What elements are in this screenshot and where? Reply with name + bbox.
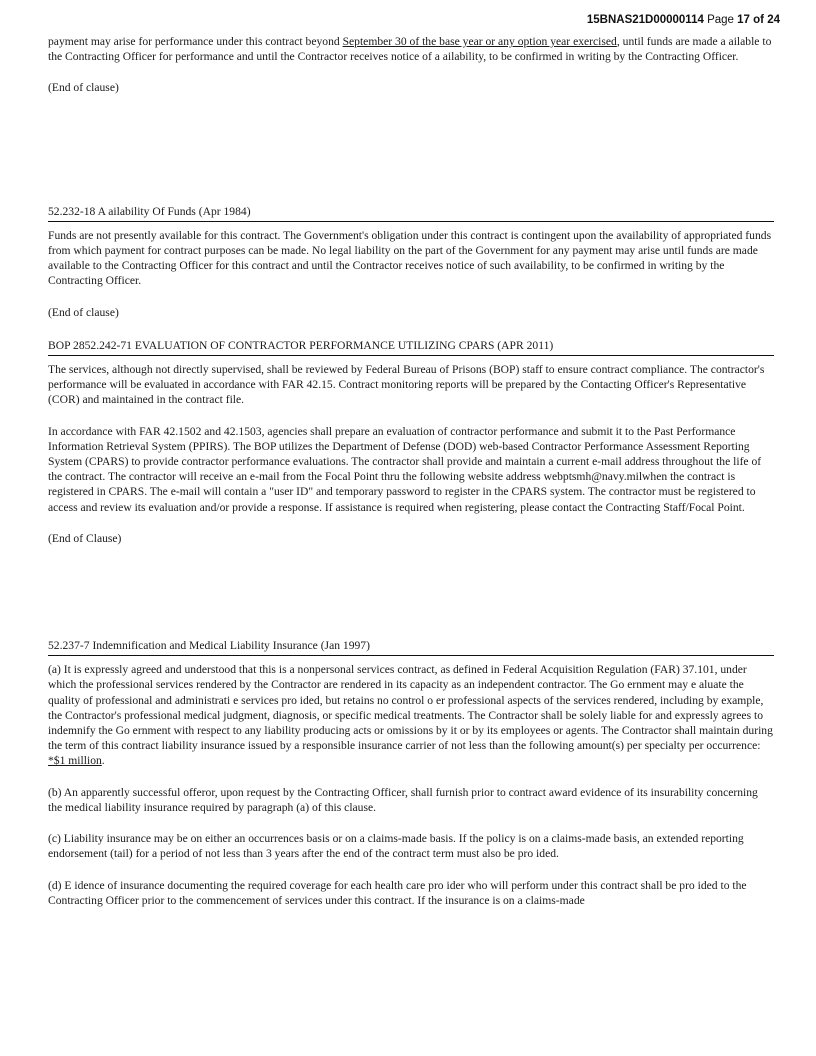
clause-237-7-para-d: (d) E idence of insurance documenting the required coverage for each health care pro ider who will perform under this contract shall be pro ided to the Contracting Officer prior to the commencement of services under this contract. If the insurance is on a claims-made bbox=[48, 878, 747, 907]
para-a-amount: *$1 million bbox=[48, 754, 102, 768]
clause-bop-end: (End of Clause) bbox=[48, 531, 122, 545]
page-header bbox=[587, 14, 780, 26]
page-total: 24 bbox=[767, 14, 780, 26]
clause-bop-title: BOP 2852.242-71 EVALUATION OF CONTRACTOR PERFORMANCE UTILIZING CPARS (APR 2011) bbox=[48, 338, 774, 356]
page-label: Page bbox=[707, 14, 734, 26]
clause-232-18-end: (End of clause) bbox=[48, 305, 119, 319]
clause-bop-para-2: In accordance with FAR 42.1502 and 42.1503, agencies shall prepare an evaluation of contractor performance and submit it to the Past Performance Information Retrieval System (PPIRS). The BOP utilizes the Department of Defense (DOD) web-based Contractor Performance Assessment Reporting System (CPARS) to provide contractor performance evaluations. The contractor shall provide and maintain a current e-mail address throughout the life of the contract. The contractor will receive an e-mail from the Focal Point thru the following website address webptsmh@navy.milwhen the contract is registered in CPARS. The e-mail will contain a "user ID" and temporary password to register in the CPARS system. The contractor must be registered to access and review its evaluation and/or provide a response. If assistance is required when registering, please contact the Contracting Staff/Focal Point. bbox=[48, 424, 762, 514]
page-of-label: of bbox=[753, 14, 764, 26]
clause-237-7-para-a bbox=[48, 662, 774, 768]
para-a-text: (a) It is expressly agreed and understood that this is a nonpersonal services contract, as defined in Federal Acquisition Regulation (FAR) 37.101, under which the professional services rendered by the Contractor are rendered in its capacity as an independent contractor. The Go ernment may e aluate the quality of professional and administrati e services pro ided, but retains no control o er professional aspects of the services rendered, including by example, the Contractor's professional medical judgment, diagnosis, or specific medical treatments. The Contractor shall be solely liable for and expressly agrees to indemnify the Go ernment with respect to any liability producing acts or omissions by it or by its employees or agents. The Contractor shall maintain during the term of this contract liability insurance issued by a responsible insurance carrier of not less than the following amount(s) per specialty per occurrence: bbox=[48, 663, 773, 753]
intro-text-start: payment may arise for performance under this contract beyond bbox=[48, 35, 343, 48]
document-body bbox=[48, 34, 774, 908]
intro-underlined-date: September 30 of the base year or any option year exercised bbox=[342, 35, 617, 48]
clause-232-18-body: Funds are not presently available for this contract. The Government's obligation under this contract is contingent upon the availability of appropriated funds from which payment for contract purposes can be made. No legal liability on the part of the Government for any payment may arise until funds are made available to the Contracting Officer for this contract and until the Contractor receives notice of such availability, to be confirmed in writing by the Contracting Officer. bbox=[48, 228, 772, 288]
clause-bop-para-1: The services, although not directly supervised, shall be reviewed by Federal Bureau of Prisons (BOP) staff to ensure contract compliance. The contractor's performance will be evaluated in accordance with FAR 42.15. Contract monitoring reports will be prepared by the Contacting Officer's Representative (COR) and maintained in the contract file. bbox=[48, 363, 765, 407]
intro-text-end: , until funds are made a ailable to the Contracting Officer for performance and until the Contractor receives notice of a ailability, to be confirmed in writing by the Contracting Officer. bbox=[48, 35, 772, 64]
clause-237-7-para-c: (c) Liability insurance may be on either an occurrences basis or on a claims-made basis. If the policy is on a claims-made basis, an extended reporting endorsement (tail) for a period of not less than 3 years after the end of the contract term must also be pro ided. bbox=[48, 832, 744, 861]
clause-232-18-title: 52.232-18 A ailability Of Funds (Apr 1984) bbox=[48, 204, 774, 222]
page-number: 17 bbox=[737, 14, 750, 26]
intro-end-clause: (End of clause) bbox=[48, 81, 119, 95]
clause-237-7-title: 52.237-7 Indemnification and Medical Liability Insurance (Jan 1997) bbox=[48, 638, 774, 656]
clause-237-7-para-b: (b) An apparently successful offeror, upon request by the Contracting Officer, shall furnish prior to contract award evidence of its insurability concerning the medical liability insurance required by paragraph (a) of this clause. bbox=[48, 785, 758, 814]
document-id: 15BNAS21D00000114 bbox=[586, 14, 704, 26]
intro-paragraph bbox=[48, 34, 774, 64]
para-a-period: . bbox=[101, 754, 105, 768]
